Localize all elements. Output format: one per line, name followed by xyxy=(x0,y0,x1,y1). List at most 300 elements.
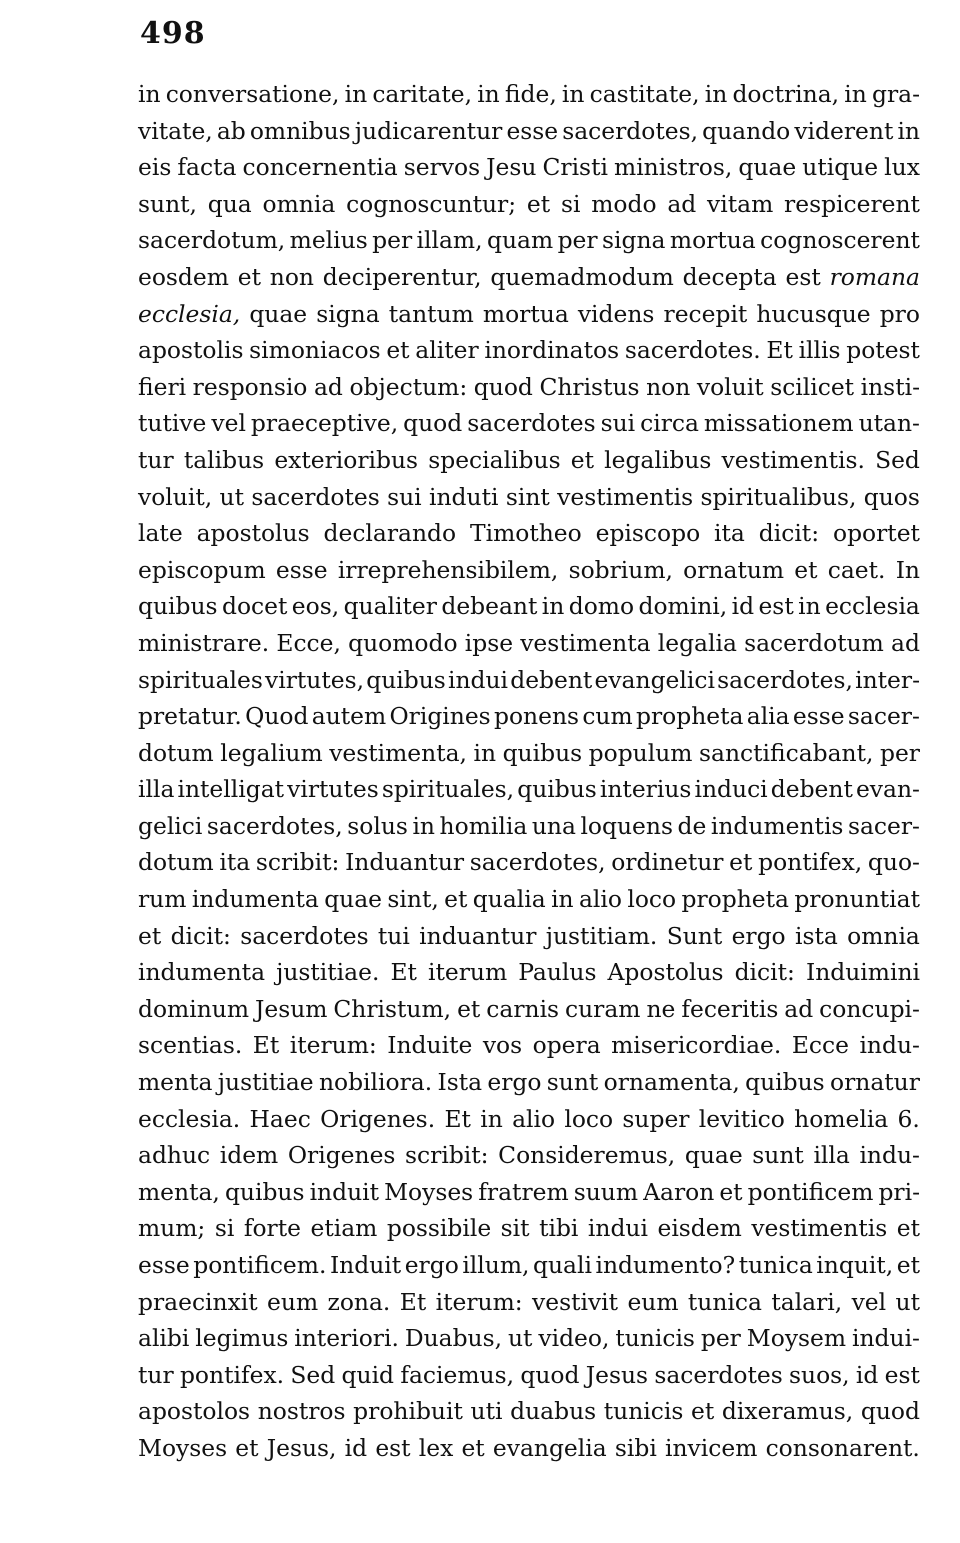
word: est xyxy=(375,1433,411,1462)
text-line xyxy=(138,113,920,150)
word: suum xyxy=(573,1177,639,1206)
word: voluit, xyxy=(138,482,213,511)
word: sacerdotes xyxy=(240,921,369,950)
page-number: 498 xyxy=(140,16,206,51)
word: id xyxy=(731,592,755,621)
word: forte xyxy=(243,1214,301,1243)
word: signa xyxy=(316,299,380,328)
word: suos, xyxy=(789,1360,850,1389)
word: Aaron xyxy=(643,1177,715,1206)
word: dicit: xyxy=(758,519,820,548)
word: indumento? xyxy=(595,1251,736,1279)
text-line xyxy=(138,991,920,1028)
word: et xyxy=(444,885,468,914)
word: ponens xyxy=(494,702,580,731)
word: vestimentis. xyxy=(721,445,865,474)
word: vestimenta xyxy=(520,628,651,657)
word: iterum xyxy=(428,958,508,987)
word: Moyses xyxy=(138,1433,228,1462)
word: menta xyxy=(138,1068,213,1097)
word: alibi xyxy=(138,1324,190,1353)
word: missationem xyxy=(703,409,854,438)
word: alio xyxy=(578,885,622,914)
word: in xyxy=(704,80,728,108)
word: sobrium, xyxy=(568,555,673,584)
word: eos, xyxy=(291,592,340,621)
word: caet. xyxy=(827,555,886,584)
word: quae xyxy=(684,1141,743,1170)
word: per xyxy=(372,226,413,255)
word: ordinetur xyxy=(611,848,724,877)
word: si xyxy=(214,1214,235,1243)
word: evan- xyxy=(855,775,920,804)
word: qualiter xyxy=(343,592,437,621)
word: Jesus xyxy=(585,1360,649,1389)
word: ipse xyxy=(464,628,514,657)
word: vestivit xyxy=(532,1287,619,1316)
word: homilia xyxy=(439,811,528,840)
word: respicerent xyxy=(784,189,920,218)
word: circa xyxy=(640,409,699,438)
word: doctrina, xyxy=(732,80,840,108)
word: Haec xyxy=(249,1104,311,1133)
word: indu- xyxy=(859,1141,920,1170)
text-line xyxy=(138,918,920,955)
word: ministrare. xyxy=(138,628,270,657)
text-line xyxy=(138,1210,920,1247)
text-line xyxy=(138,76,920,113)
word: sacerdotum, xyxy=(138,226,286,255)
word: Origines xyxy=(389,702,491,731)
word: esse xyxy=(138,1251,190,1279)
word: non xyxy=(269,262,314,291)
text-line xyxy=(138,954,920,991)
word: ornatur xyxy=(829,1068,920,1097)
word: video, xyxy=(538,1324,610,1353)
word: modo xyxy=(591,189,657,218)
word: populum xyxy=(588,738,693,767)
text-line xyxy=(138,698,920,735)
word: mortua xyxy=(482,299,569,328)
word: et xyxy=(237,262,261,291)
word: pronuntiat xyxy=(794,885,920,914)
word: ut xyxy=(219,482,244,511)
text-line xyxy=(138,808,920,845)
word: et xyxy=(570,445,594,474)
word: objectum: xyxy=(349,372,468,401)
word: pontifex. xyxy=(179,1360,285,1389)
word: vitate, xyxy=(138,116,213,145)
word: concupi- xyxy=(819,994,920,1023)
word: per xyxy=(700,1324,741,1353)
word: Ecce, xyxy=(276,628,341,657)
word: sacer- xyxy=(847,702,920,731)
word: in xyxy=(480,1104,503,1133)
word: idem xyxy=(219,1141,279,1170)
word: videns xyxy=(577,299,655,328)
word: cognoscuntur; xyxy=(346,189,517,218)
word: homelia xyxy=(794,1104,889,1133)
text-line xyxy=(138,1027,920,1064)
word: una xyxy=(531,811,576,840)
word: et xyxy=(719,1177,743,1206)
word: ad xyxy=(891,628,920,657)
text-line xyxy=(138,588,920,625)
word: nobiliora. xyxy=(318,1068,433,1097)
word: lex xyxy=(418,1433,454,1462)
word: et xyxy=(691,1397,715,1426)
word: Induimini xyxy=(805,958,920,987)
word: Duabus, xyxy=(404,1324,503,1353)
word: Quod xyxy=(245,702,309,731)
word: Paulus xyxy=(518,958,597,987)
word: in xyxy=(473,738,497,767)
word: invicem xyxy=(665,1433,758,1462)
word: fide, xyxy=(504,80,557,108)
word: quibus xyxy=(366,665,446,694)
word: omnibus xyxy=(249,116,351,145)
word: sunt xyxy=(752,1141,804,1170)
text-line xyxy=(138,771,920,808)
word: judicarentur xyxy=(354,116,503,145)
word: apostolus xyxy=(196,519,310,548)
word: fieri xyxy=(138,372,187,401)
word: praecinxit xyxy=(138,1287,258,1316)
word: possibile xyxy=(386,1214,492,1243)
word: episcopo xyxy=(595,519,701,548)
text-line xyxy=(138,1137,920,1174)
word: Et xyxy=(252,1031,280,1060)
word: responsio xyxy=(192,372,308,401)
word: sunt, xyxy=(138,189,197,218)
word: quando xyxy=(702,116,791,145)
word: evangelia xyxy=(492,1433,607,1462)
word: sit xyxy=(500,1214,530,1243)
word: gelici xyxy=(138,811,203,840)
word: cum xyxy=(582,702,633,731)
text-line xyxy=(138,1064,920,1101)
word: vel xyxy=(851,1287,887,1316)
word: opera xyxy=(532,1031,601,1060)
word: Origenes. xyxy=(320,1104,436,1133)
word: vestimentis xyxy=(751,1214,888,1243)
text-line xyxy=(138,405,920,442)
word: quod xyxy=(473,372,533,401)
word: pro xyxy=(879,299,920,328)
word: uti xyxy=(470,1397,503,1426)
word: Moysem xyxy=(746,1324,847,1353)
word: ita xyxy=(219,848,251,877)
word: talari, xyxy=(771,1287,843,1316)
word: de xyxy=(677,811,707,840)
word: in xyxy=(412,811,435,840)
word: spiritualibus, xyxy=(700,482,857,511)
word: Christus xyxy=(539,372,640,401)
word: tantum xyxy=(388,299,474,328)
word: cognoscerent xyxy=(760,226,920,255)
word: esse xyxy=(792,702,845,731)
word: loquens xyxy=(580,811,673,840)
word: in xyxy=(344,80,368,108)
word: quae xyxy=(324,885,383,914)
word: legalia xyxy=(657,628,737,657)
word: inordinatos xyxy=(484,336,620,365)
word: inter- xyxy=(855,665,920,694)
word: sacerdotes. xyxy=(624,336,761,365)
word: eisdem xyxy=(657,1214,742,1243)
word: pontificem. xyxy=(193,1251,327,1279)
word: dotum xyxy=(138,738,214,767)
word: decepta xyxy=(682,262,777,291)
word: vitam xyxy=(707,189,774,218)
word: in xyxy=(561,80,585,108)
word: illum, xyxy=(462,1251,530,1279)
word: pontifex, xyxy=(758,848,863,877)
word: episcopum xyxy=(138,555,266,584)
word: in xyxy=(541,592,565,621)
text-line xyxy=(138,296,920,333)
word: sunt xyxy=(546,1068,599,1097)
word: est xyxy=(884,1360,920,1389)
word: ut xyxy=(895,1287,920,1316)
word: ergo xyxy=(404,1251,459,1279)
word: autem xyxy=(311,702,387,731)
word: et xyxy=(729,848,753,877)
word: et xyxy=(461,1433,485,1462)
body-text xyxy=(138,76,920,1467)
word: justitiae xyxy=(217,1068,314,1097)
word: sanctificabant, xyxy=(699,738,874,767)
word: feceritis xyxy=(681,994,779,1023)
word: domo xyxy=(568,592,635,621)
word: et xyxy=(526,189,551,218)
text-line xyxy=(138,186,920,223)
word: debent xyxy=(510,665,593,694)
word: misericordiae. xyxy=(611,1031,782,1060)
word: propheta xyxy=(635,702,744,731)
word: vestimenta, xyxy=(329,738,467,767)
word: tui xyxy=(377,921,410,950)
word: apostolis xyxy=(138,336,244,365)
word: ut xyxy=(507,1324,533,1353)
word: specialibus xyxy=(428,445,561,474)
word: interiori. xyxy=(294,1324,399,1353)
word: quod xyxy=(520,1360,580,1389)
word: illis xyxy=(798,336,841,365)
word: tutive xyxy=(138,409,207,438)
word: ad xyxy=(667,189,697,218)
word: conversatione, xyxy=(165,80,340,108)
text-line xyxy=(138,1430,920,1467)
text-line xyxy=(138,1174,920,1211)
word: indumenta xyxy=(138,958,266,987)
word: deciperentur, xyxy=(322,262,482,291)
word: induantur xyxy=(419,921,537,950)
word: Sed xyxy=(875,445,920,474)
word: quos xyxy=(863,482,920,511)
word: interius xyxy=(599,775,692,804)
text-line xyxy=(138,735,920,772)
word: omnia xyxy=(847,921,920,950)
text-line xyxy=(138,515,920,552)
word: apostolos xyxy=(138,1397,251,1426)
word: etiam xyxy=(310,1214,378,1243)
word: qua xyxy=(207,189,252,218)
word: docet xyxy=(221,592,288,621)
word: dominum xyxy=(138,994,250,1023)
word: inquit, xyxy=(816,1251,894,1279)
word: eum xyxy=(267,1287,319,1316)
text-line xyxy=(138,1393,920,1430)
word: justitiae. xyxy=(276,958,380,987)
word: loco xyxy=(627,885,677,914)
word: sint xyxy=(505,482,550,511)
word: sui xyxy=(600,409,636,438)
word: Apostolus xyxy=(607,958,724,987)
word: duabus xyxy=(510,1397,597,1426)
text-line xyxy=(138,1284,920,1321)
word: Et xyxy=(399,1287,427,1316)
word: adhuc xyxy=(138,1141,211,1170)
text-line xyxy=(138,442,920,479)
word: indumentis xyxy=(710,811,844,840)
text-line xyxy=(138,1101,920,1138)
word: evangelici xyxy=(594,665,715,694)
word: in xyxy=(138,80,161,108)
word: alio xyxy=(512,1104,556,1133)
word: sacerdotes, xyxy=(469,848,606,877)
word: iterum: xyxy=(435,1287,523,1316)
word: omnia xyxy=(262,189,336,218)
word: virtutes, xyxy=(265,665,365,694)
word: intelligat xyxy=(177,775,285,804)
word: esse xyxy=(275,555,328,584)
word: caritate, xyxy=(372,80,473,108)
word: illa xyxy=(813,1141,850,1170)
word: utique xyxy=(802,153,879,182)
word: hucusque xyxy=(756,299,871,328)
word: quid xyxy=(341,1360,395,1389)
word: dixeramus, xyxy=(721,1397,854,1426)
word: eum xyxy=(627,1287,679,1316)
word: sibi xyxy=(614,1433,657,1462)
word: concernentia xyxy=(242,153,398,182)
word: et xyxy=(896,1251,920,1279)
word: sacer- xyxy=(847,811,920,840)
word: Ecce xyxy=(791,1031,849,1060)
word: Christum, xyxy=(333,994,452,1023)
text-line xyxy=(138,149,920,186)
word: curam xyxy=(565,994,641,1023)
text-line xyxy=(138,1357,920,1394)
word: induci xyxy=(694,775,768,804)
text-line xyxy=(138,369,920,406)
word: quo- xyxy=(867,848,920,877)
word: ita xyxy=(714,519,745,548)
word: et xyxy=(896,1214,920,1243)
text-line xyxy=(138,881,920,918)
word: dicit: xyxy=(734,958,795,987)
word: sacerdotes, xyxy=(717,665,853,694)
word: debent xyxy=(770,775,853,804)
word: quae xyxy=(249,299,308,328)
word: sacerdotes xyxy=(467,409,596,438)
word: ecclesia xyxy=(825,592,920,621)
text-line xyxy=(138,259,920,296)
word: Et xyxy=(766,336,793,365)
word: ergo xyxy=(487,1068,542,1097)
word: qualia xyxy=(472,885,546,914)
word: simoniacos xyxy=(249,336,381,365)
word: sacerdotes xyxy=(251,482,380,511)
word: ad xyxy=(784,994,814,1023)
word: indui xyxy=(587,1214,648,1243)
text-line xyxy=(138,844,920,881)
word: indu- xyxy=(859,1031,920,1060)
word: sui xyxy=(387,482,422,511)
word: indumenta xyxy=(191,885,319,914)
word: legalibus xyxy=(604,445,712,474)
word: menta, xyxy=(138,1177,220,1206)
text-line xyxy=(138,1247,920,1284)
word: propheta xyxy=(681,885,789,914)
word: Induite xyxy=(387,1031,473,1060)
word: 6. xyxy=(897,1104,920,1133)
word: in xyxy=(477,80,500,108)
word: prohibuit xyxy=(353,1397,463,1426)
word: induti xyxy=(429,482,499,511)
word: in xyxy=(897,116,920,145)
word: sint, xyxy=(387,885,439,914)
word: id xyxy=(344,1433,368,1462)
word: in xyxy=(551,885,574,914)
word: ad xyxy=(313,372,343,401)
word: ecclesia, xyxy=(138,299,241,328)
word: Induit xyxy=(329,1251,402,1279)
word: virtutes xyxy=(287,775,379,804)
word: id xyxy=(855,1360,879,1389)
word: Et xyxy=(390,958,417,987)
word: quibus xyxy=(502,738,583,767)
word: fratrem xyxy=(478,1177,569,1206)
word: eosdem xyxy=(138,262,229,291)
word: dicit: xyxy=(170,921,231,950)
word: lux xyxy=(884,153,920,182)
word: pri- xyxy=(878,1177,920,1206)
word: pontificem xyxy=(747,1177,874,1206)
word: oportet xyxy=(832,519,920,548)
word: declarando xyxy=(323,519,457,548)
word: scribit: xyxy=(405,1141,489,1170)
word: quomodo xyxy=(348,628,458,657)
word: late xyxy=(138,519,183,548)
word: vos xyxy=(482,1031,523,1060)
word: levitico xyxy=(698,1104,785,1133)
word: Moyses xyxy=(384,1177,474,1206)
word: illa xyxy=(138,775,175,804)
word: si xyxy=(560,189,581,218)
word: recepit xyxy=(663,299,748,328)
word: Jesum xyxy=(254,994,328,1023)
word: tunica xyxy=(738,1251,813,1279)
word: rum xyxy=(138,885,187,914)
word: in xyxy=(844,80,867,108)
word: signa xyxy=(602,226,666,255)
word: tur xyxy=(138,1360,174,1389)
word: ornatum xyxy=(683,555,785,584)
word: non xyxy=(646,372,691,401)
word: faciemus, xyxy=(400,1360,515,1389)
